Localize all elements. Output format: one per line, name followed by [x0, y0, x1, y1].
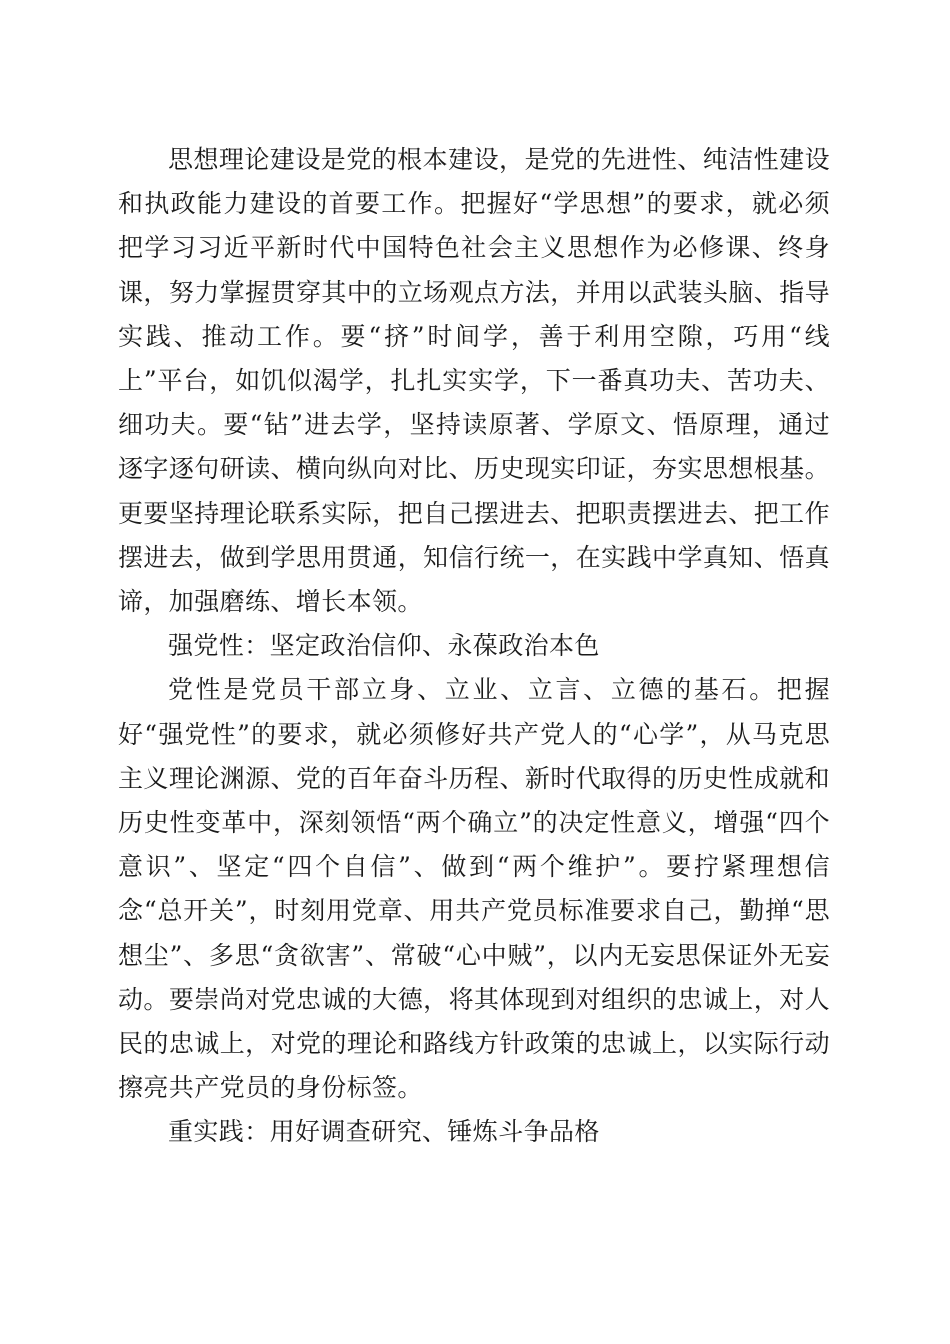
document-body	[118, 138, 830, 1155]
paragraph-study-thought: 思想理论建设是党的根本建设，是党的先进性、纯洁性建设和执政能力建设的首要工作。把握好“学思想”的要求，就必须把学习习近平新时代中国特色社会主义思想作为必修课、终身课，努力掌握贯穿其中的立场观点方法，并用以武装头脑、指导实践、推动工作。要“挤”时间学，善于利用空隙，巧用“线上”平台，如饥似渴学，扎扎实实学，下一番真功夫、苦功夫、细功夫。要“钻”进去学，坚持读原著、学原文、悟原理，通过逐字逐句研读、横向纵向对比、历史现实印证，夯实思想根基。更要坚持理论联系实际，把自己摆进去、把职责摆进去、把工作摆进去，做到学思用贯通，知信行统一，在实践中学真知、悟真谛，加强磨练、增长本领。	[118, 145, 830, 617]
section-heading-practice: 重实践：用好调查研究、锤炼斗争品格	[168, 1117, 600, 1147]
paragraph-party-spirit: 党性是党员干部立身、立业、立言、立德的基石。把握好“强党性”的要求，就必须修好共产党人的“心学”，从马克思主义理论渊源、党的百年奋斗历程、新时代取得的历史性成就和历史性变革中，深刻领悟“两个确立”的决定性意义，增强“四个意识”、坚定“四个自信”、做到“两个维护”。要拧紧理想信念“总开关”，时刻用党章、用共产党员标准要求自己，勤掸“思想尘”、多思“贪欲害”、常破“心中贼”，以内无妄思保证外无妄动。要崇尚对党忠诚的大德，将其体现到对组织的忠诚上，对人民的忠诚上，对党的理论和路线方针政策的忠诚上，以实际行动擦亮共产党员的身份标签。	[118, 675, 830, 1103]
section-heading-party-spirit: 强党性：坚定政治信仰、永葆政治本色	[168, 631, 600, 661]
